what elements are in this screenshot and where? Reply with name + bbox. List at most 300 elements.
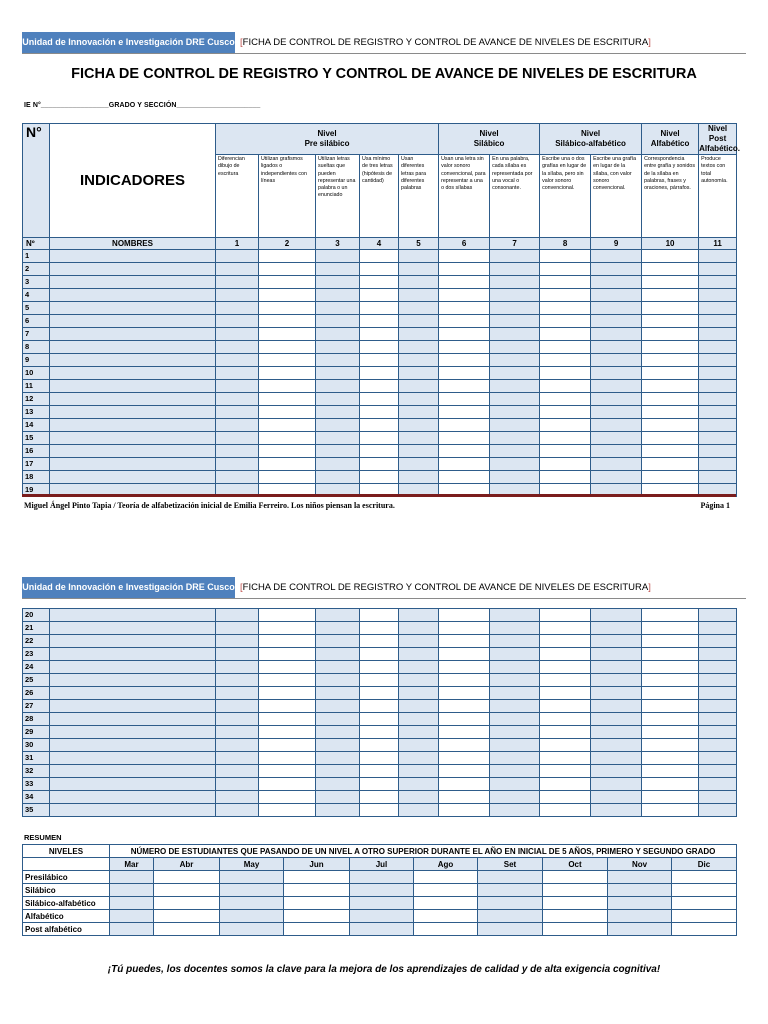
indicator-cell[interactable] (699, 471, 737, 484)
indicator-cell[interactable] (399, 700, 439, 713)
student-name-cell[interactable] (50, 648, 216, 661)
indicator-cell[interactable] (540, 302, 591, 315)
indicator-cell[interactable] (360, 276, 399, 289)
indicator-cell[interactable] (490, 341, 540, 354)
indicator-cell[interactable] (540, 674, 591, 687)
indicator-cell[interactable] (259, 648, 316, 661)
indicator-cell[interactable] (540, 661, 591, 674)
indicator-cell[interactable] (399, 419, 439, 432)
indicator-cell[interactable] (591, 393, 642, 406)
indicator-cell[interactable] (439, 367, 490, 380)
indicator-cell[interactable] (216, 726, 259, 739)
indicator-cell[interactable] (316, 419, 360, 432)
indicator-cell[interactable] (216, 804, 259, 817)
indicator-cell[interactable] (259, 341, 316, 354)
indicator-cell[interactable] (360, 393, 399, 406)
indicator-cell[interactable] (259, 367, 316, 380)
indicator-cell[interactable] (216, 341, 259, 354)
summary-cell[interactable] (284, 910, 350, 923)
indicator-cell[interactable] (399, 622, 439, 635)
indicator-cell[interactable] (540, 791, 591, 804)
indicator-cell[interactable] (540, 458, 591, 471)
indicator-cell[interactable] (699, 661, 737, 674)
indicator-cell[interactable] (316, 458, 360, 471)
indicator-cell[interactable] (490, 661, 540, 674)
indicator-cell[interactable] (216, 276, 259, 289)
indicator-cell[interactable] (316, 713, 360, 726)
indicator-cell[interactable] (399, 687, 439, 700)
indicator-cell[interactable] (316, 432, 360, 445)
indicator-cell[interactable] (540, 687, 591, 700)
summary-cell[interactable] (478, 884, 543, 897)
indicator-cell[interactable] (591, 419, 642, 432)
indicator-cell[interactable] (439, 380, 490, 393)
indicator-cell[interactable] (540, 635, 591, 648)
indicator-cell[interactable] (490, 752, 540, 765)
indicator-cell[interactable] (490, 393, 540, 406)
indicator-cell[interactable] (540, 367, 591, 380)
indicator-cell[interactable] (540, 726, 591, 739)
indicator-cell[interactable] (439, 354, 490, 367)
indicator-cell[interactable] (490, 739, 540, 752)
indicator-cell[interactable] (591, 726, 642, 739)
indicator-cell[interactable] (490, 328, 540, 341)
indicator-cell[interactable] (439, 432, 490, 445)
summary-cell[interactable] (478, 910, 543, 923)
indicator-cell[interactable] (591, 302, 642, 315)
indicator-cell[interactable] (540, 380, 591, 393)
indicator-cell[interactable] (439, 739, 490, 752)
student-name-cell[interactable] (50, 432, 216, 445)
indicator-cell[interactable] (642, 752, 699, 765)
indicator-cell[interactable] (399, 471, 439, 484)
indicator-cell[interactable] (642, 674, 699, 687)
indicator-cell[interactable] (591, 635, 642, 648)
indicator-cell[interactable] (490, 367, 540, 380)
indicator-cell[interactable] (540, 622, 591, 635)
indicator-cell[interactable] (360, 302, 399, 315)
indicator-cell[interactable] (360, 445, 399, 458)
summary-cell[interactable] (478, 923, 543, 936)
indicator-cell[interactable] (642, 406, 699, 419)
summary-cell[interactable] (110, 884, 154, 897)
indicator-cell[interactable] (399, 341, 439, 354)
indicator-cell[interactable] (360, 458, 399, 471)
indicator-cell[interactable] (699, 622, 737, 635)
indicator-cell[interactable] (642, 713, 699, 726)
indicator-cell[interactable] (316, 791, 360, 804)
student-name-cell[interactable] (50, 419, 216, 432)
indicator-cell[interactable] (591, 250, 642, 263)
indicator-cell[interactable] (216, 328, 259, 341)
indicator-cell[interactable] (360, 609, 399, 622)
summary-cell[interactable] (284, 884, 350, 897)
indicator-cell[interactable] (439, 393, 490, 406)
indicator-cell[interactable] (699, 328, 737, 341)
indicator-cell[interactable] (360, 406, 399, 419)
indicator-cell[interactable] (490, 804, 540, 817)
student-name-cell[interactable] (50, 791, 216, 804)
summary-cell[interactable] (154, 884, 220, 897)
summary-cell[interactable] (672, 897, 737, 910)
indicator-cell[interactable] (540, 471, 591, 484)
indicator-cell[interactable] (699, 302, 737, 315)
indicator-cell[interactable] (316, 765, 360, 778)
indicator-cell[interactable] (642, 328, 699, 341)
indicator-cell[interactable] (360, 739, 399, 752)
indicator-cell[interactable] (540, 250, 591, 263)
student-name-cell[interactable] (50, 393, 216, 406)
summary-cell[interactable] (543, 923, 608, 936)
summary-cell[interactable] (350, 871, 414, 884)
indicator-cell[interactable] (642, 263, 699, 276)
indicator-cell[interactable] (399, 713, 439, 726)
indicator-cell[interactable] (439, 648, 490, 661)
indicator-cell[interactable] (642, 289, 699, 302)
indicator-cell[interactable] (642, 648, 699, 661)
indicator-cell[interactable] (591, 380, 642, 393)
indicator-cell[interactable] (216, 263, 259, 276)
indicator-cell[interactable] (399, 778, 439, 791)
indicator-cell[interactable] (399, 302, 439, 315)
indicator-cell[interactable] (591, 458, 642, 471)
indicator-cell[interactable] (490, 635, 540, 648)
student-name-cell[interactable] (50, 328, 216, 341)
indicator-cell[interactable] (259, 622, 316, 635)
indicator-cell[interactable] (316, 648, 360, 661)
student-name-cell[interactable] (50, 289, 216, 302)
summary-cell[interactable] (672, 923, 737, 936)
indicator-cell[interactable] (216, 354, 259, 367)
indicator-cell[interactable] (316, 778, 360, 791)
summary-cell[interactable] (414, 923, 478, 936)
indicator-cell[interactable] (490, 406, 540, 419)
summary-cell[interactable] (110, 923, 154, 936)
indicator-cell[interactable] (490, 263, 540, 276)
indicator-cell[interactable] (216, 713, 259, 726)
indicator-cell[interactable] (439, 406, 490, 419)
indicator-cell[interactable] (540, 328, 591, 341)
indicator-cell[interactable] (439, 458, 490, 471)
indicator-cell[interactable] (642, 622, 699, 635)
indicator-cell[interactable] (642, 250, 699, 263)
indicator-cell[interactable] (316, 445, 360, 458)
indicator-cell[interactable] (699, 432, 737, 445)
indicator-cell[interactable] (399, 458, 439, 471)
indicator-cell[interactable] (216, 302, 259, 315)
indicator-cell[interactable] (699, 739, 737, 752)
indicator-cell[interactable] (399, 393, 439, 406)
indicator-cell[interactable] (360, 250, 399, 263)
indicator-cell[interactable] (216, 458, 259, 471)
indicator-cell[interactable] (591, 328, 642, 341)
indicator-cell[interactable] (259, 263, 316, 276)
student-name-cell[interactable] (50, 354, 216, 367)
indicator-cell[interactable] (642, 354, 699, 367)
indicator-cell[interactable] (591, 432, 642, 445)
indicator-cell[interactable] (699, 778, 737, 791)
indicator-cell[interactable] (642, 393, 699, 406)
indicator-cell[interactable] (591, 687, 642, 700)
student-name-cell[interactable] (50, 804, 216, 817)
student-name-cell[interactable] (50, 276, 216, 289)
indicator-cell[interactable] (316, 380, 360, 393)
indicator-cell[interactable] (360, 635, 399, 648)
indicator-cell[interactable] (642, 367, 699, 380)
indicator-cell[interactable] (316, 289, 360, 302)
indicator-cell[interactable] (439, 752, 490, 765)
indicator-cell[interactable] (216, 687, 259, 700)
indicator-cell[interactable] (259, 419, 316, 432)
indicator-cell[interactable] (591, 471, 642, 484)
indicator-cell[interactable] (642, 700, 699, 713)
student-name-cell[interactable] (50, 674, 216, 687)
indicator-cell[interactable] (591, 315, 642, 328)
indicator-cell[interactable] (540, 406, 591, 419)
indicator-cell[interactable] (399, 354, 439, 367)
indicator-cell[interactable] (259, 687, 316, 700)
indicator-cell[interactable] (699, 354, 737, 367)
student-name-cell[interactable] (50, 250, 216, 263)
summary-cell[interactable] (414, 871, 478, 884)
indicator-cell[interactable] (360, 661, 399, 674)
indicator-cell[interactable] (259, 432, 316, 445)
indicator-cell[interactable] (490, 778, 540, 791)
summary-cell[interactable] (414, 897, 478, 910)
summary-cell[interactable] (284, 871, 350, 884)
indicator-cell[interactable] (591, 622, 642, 635)
indicator-cell[interactable] (699, 250, 737, 263)
student-name-cell[interactable] (50, 661, 216, 674)
indicator-cell[interactable] (399, 276, 439, 289)
indicator-cell[interactable] (399, 635, 439, 648)
indicator-cell[interactable] (360, 380, 399, 393)
summary-cell[interactable] (154, 897, 220, 910)
indicator-cell[interactable] (399, 432, 439, 445)
indicator-cell[interactable] (316, 471, 360, 484)
student-name-cell[interactable] (50, 765, 216, 778)
indicator-cell[interactable] (439, 609, 490, 622)
indicator-cell[interactable] (490, 419, 540, 432)
student-name-cell[interactable] (50, 263, 216, 276)
indicator-cell[interactable] (399, 765, 439, 778)
indicator-cell[interactable] (439, 765, 490, 778)
indicator-cell[interactable] (316, 622, 360, 635)
indicator-cell[interactable] (540, 804, 591, 817)
indicator-cell[interactable] (216, 393, 259, 406)
indicator-cell[interactable] (259, 778, 316, 791)
indicator-cell[interactable] (490, 250, 540, 263)
indicator-cell[interactable] (360, 765, 399, 778)
indicator-cell[interactable] (439, 687, 490, 700)
indicator-cell[interactable] (216, 661, 259, 674)
indicator-cell[interactable] (399, 674, 439, 687)
student-name-cell[interactable] (50, 635, 216, 648)
indicator-cell[interactable] (490, 609, 540, 622)
indicator-cell[interactable] (259, 635, 316, 648)
student-name-cell[interactable] (50, 445, 216, 458)
indicator-cell[interactable] (259, 445, 316, 458)
summary-cell[interactable] (543, 897, 608, 910)
summary-cell[interactable] (220, 884, 284, 897)
indicator-cell[interactable] (399, 752, 439, 765)
indicator-cell[interactable] (490, 432, 540, 445)
indicator-cell[interactable] (490, 765, 540, 778)
indicator-cell[interactable] (699, 609, 737, 622)
indicator-cell[interactable] (642, 315, 699, 328)
summary-cell[interactable] (672, 910, 737, 923)
indicator-cell[interactable] (316, 752, 360, 765)
indicator-cell[interactable] (216, 791, 259, 804)
indicator-cell[interactable] (316, 302, 360, 315)
indicator-cell[interactable] (399, 328, 439, 341)
summary-cell[interactable] (350, 923, 414, 936)
indicator-cell[interactable] (699, 726, 737, 739)
indicator-cell[interactable] (316, 661, 360, 674)
indicator-cell[interactable] (490, 713, 540, 726)
indicator-cell[interactable] (360, 622, 399, 635)
indicator-cell[interactable] (699, 419, 737, 432)
indicator-cell[interactable] (540, 263, 591, 276)
indicator-cell[interactable] (699, 367, 737, 380)
indicator-cell[interactable] (490, 700, 540, 713)
indicator-cell[interactable] (439, 700, 490, 713)
indicator-cell[interactable] (699, 648, 737, 661)
indicator-cell[interactable] (642, 687, 699, 700)
indicator-cell[interactable] (699, 674, 737, 687)
summary-cell[interactable] (478, 897, 543, 910)
indicator-cell[interactable] (399, 739, 439, 752)
indicator-cell[interactable] (699, 804, 737, 817)
indicator-cell[interactable] (439, 263, 490, 276)
indicator-cell[interactable] (399, 726, 439, 739)
indicator-cell[interactable] (699, 341, 737, 354)
summary-cell[interactable] (154, 871, 220, 884)
indicator-cell[interactable] (591, 367, 642, 380)
indicator-cell[interactable] (259, 393, 316, 406)
indicator-cell[interactable] (399, 804, 439, 817)
indicator-cell[interactable] (490, 289, 540, 302)
indicator-cell[interactable] (316, 726, 360, 739)
indicator-cell[interactable] (540, 609, 591, 622)
indicator-cell[interactable] (699, 458, 737, 471)
indicator-cell[interactable] (540, 700, 591, 713)
indicator-cell[interactable] (360, 315, 399, 328)
indicator-cell[interactable] (439, 622, 490, 635)
indicator-cell[interactable] (259, 250, 316, 263)
indicator-cell[interactable] (642, 804, 699, 817)
indicator-cell[interactable] (642, 471, 699, 484)
indicator-cell[interactable] (216, 367, 259, 380)
indicator-cell[interactable] (360, 687, 399, 700)
indicator-cell[interactable] (259, 752, 316, 765)
indicator-cell[interactable] (699, 393, 737, 406)
indicator-cell[interactable] (360, 726, 399, 739)
student-name-cell[interactable] (50, 380, 216, 393)
indicator-cell[interactable] (316, 700, 360, 713)
indicator-cell[interactable] (216, 739, 259, 752)
student-name-cell[interactable] (50, 315, 216, 328)
indicator-cell[interactable] (591, 752, 642, 765)
indicator-cell[interactable] (439, 250, 490, 263)
summary-cell[interactable] (220, 871, 284, 884)
indicator-cell[interactable] (360, 648, 399, 661)
indicator-cell[interactable] (316, 341, 360, 354)
indicator-cell[interactable] (642, 726, 699, 739)
indicator-cell[interactable] (591, 765, 642, 778)
indicator-cell[interactable] (259, 302, 316, 315)
indicator-cell[interactable] (642, 458, 699, 471)
student-name-cell[interactable] (50, 609, 216, 622)
indicator-cell[interactable] (540, 315, 591, 328)
indicator-cell[interactable] (490, 315, 540, 328)
indicator-cell[interactable] (540, 648, 591, 661)
indicator-cell[interactable] (642, 765, 699, 778)
indicator-cell[interactable] (439, 778, 490, 791)
indicator-cell[interactable] (591, 648, 642, 661)
indicator-cell[interactable] (439, 635, 490, 648)
indicator-cell[interactable] (259, 739, 316, 752)
indicator-cell[interactable] (216, 752, 259, 765)
indicator-cell[interactable] (642, 635, 699, 648)
summary-cell[interactable] (154, 910, 220, 923)
indicator-cell[interactable] (360, 367, 399, 380)
indicator-cell[interactable] (216, 289, 259, 302)
indicator-cell[interactable] (360, 791, 399, 804)
indicator-cell[interactable] (216, 622, 259, 635)
summary-cell[interactable] (543, 871, 608, 884)
indicator-cell[interactable] (399, 263, 439, 276)
indicator-cell[interactable] (360, 432, 399, 445)
indicator-cell[interactable] (540, 739, 591, 752)
indicator-cell[interactable] (439, 661, 490, 674)
summary-cell[interactable] (672, 884, 737, 897)
indicator-cell[interactable] (540, 432, 591, 445)
indicator-cell[interactable] (316, 250, 360, 263)
indicator-cell[interactable] (490, 674, 540, 687)
indicator-cell[interactable] (591, 354, 642, 367)
indicator-cell[interactable] (540, 276, 591, 289)
indicator-cell[interactable] (259, 713, 316, 726)
indicator-cell[interactable] (591, 674, 642, 687)
indicator-cell[interactable] (591, 739, 642, 752)
indicator-cell[interactable] (642, 341, 699, 354)
indicator-cell[interactable] (316, 674, 360, 687)
indicator-cell[interactable] (591, 713, 642, 726)
indicator-cell[interactable] (490, 622, 540, 635)
indicator-cell[interactable] (490, 648, 540, 661)
indicator-cell[interactable] (642, 445, 699, 458)
indicator-cell[interactable] (439, 726, 490, 739)
summary-cell[interactable] (350, 884, 414, 897)
indicator-cell[interactable] (490, 302, 540, 315)
indicator-cell[interactable] (259, 315, 316, 328)
indicator-cell[interactable] (360, 328, 399, 341)
indicator-cell[interactable] (591, 791, 642, 804)
indicator-cell[interactable] (216, 674, 259, 687)
indicator-cell[interactable] (591, 609, 642, 622)
student-name-cell[interactable] (50, 726, 216, 739)
indicator-cell[interactable] (259, 661, 316, 674)
student-name-cell[interactable] (50, 687, 216, 700)
indicator-cell[interactable] (699, 700, 737, 713)
indicator-cell[interactable] (316, 739, 360, 752)
summary-cell[interactable] (220, 910, 284, 923)
indicator-cell[interactable] (216, 419, 259, 432)
indicator-cell[interactable] (642, 302, 699, 315)
indicator-cell[interactable] (591, 289, 642, 302)
indicator-cell[interactable] (216, 471, 259, 484)
